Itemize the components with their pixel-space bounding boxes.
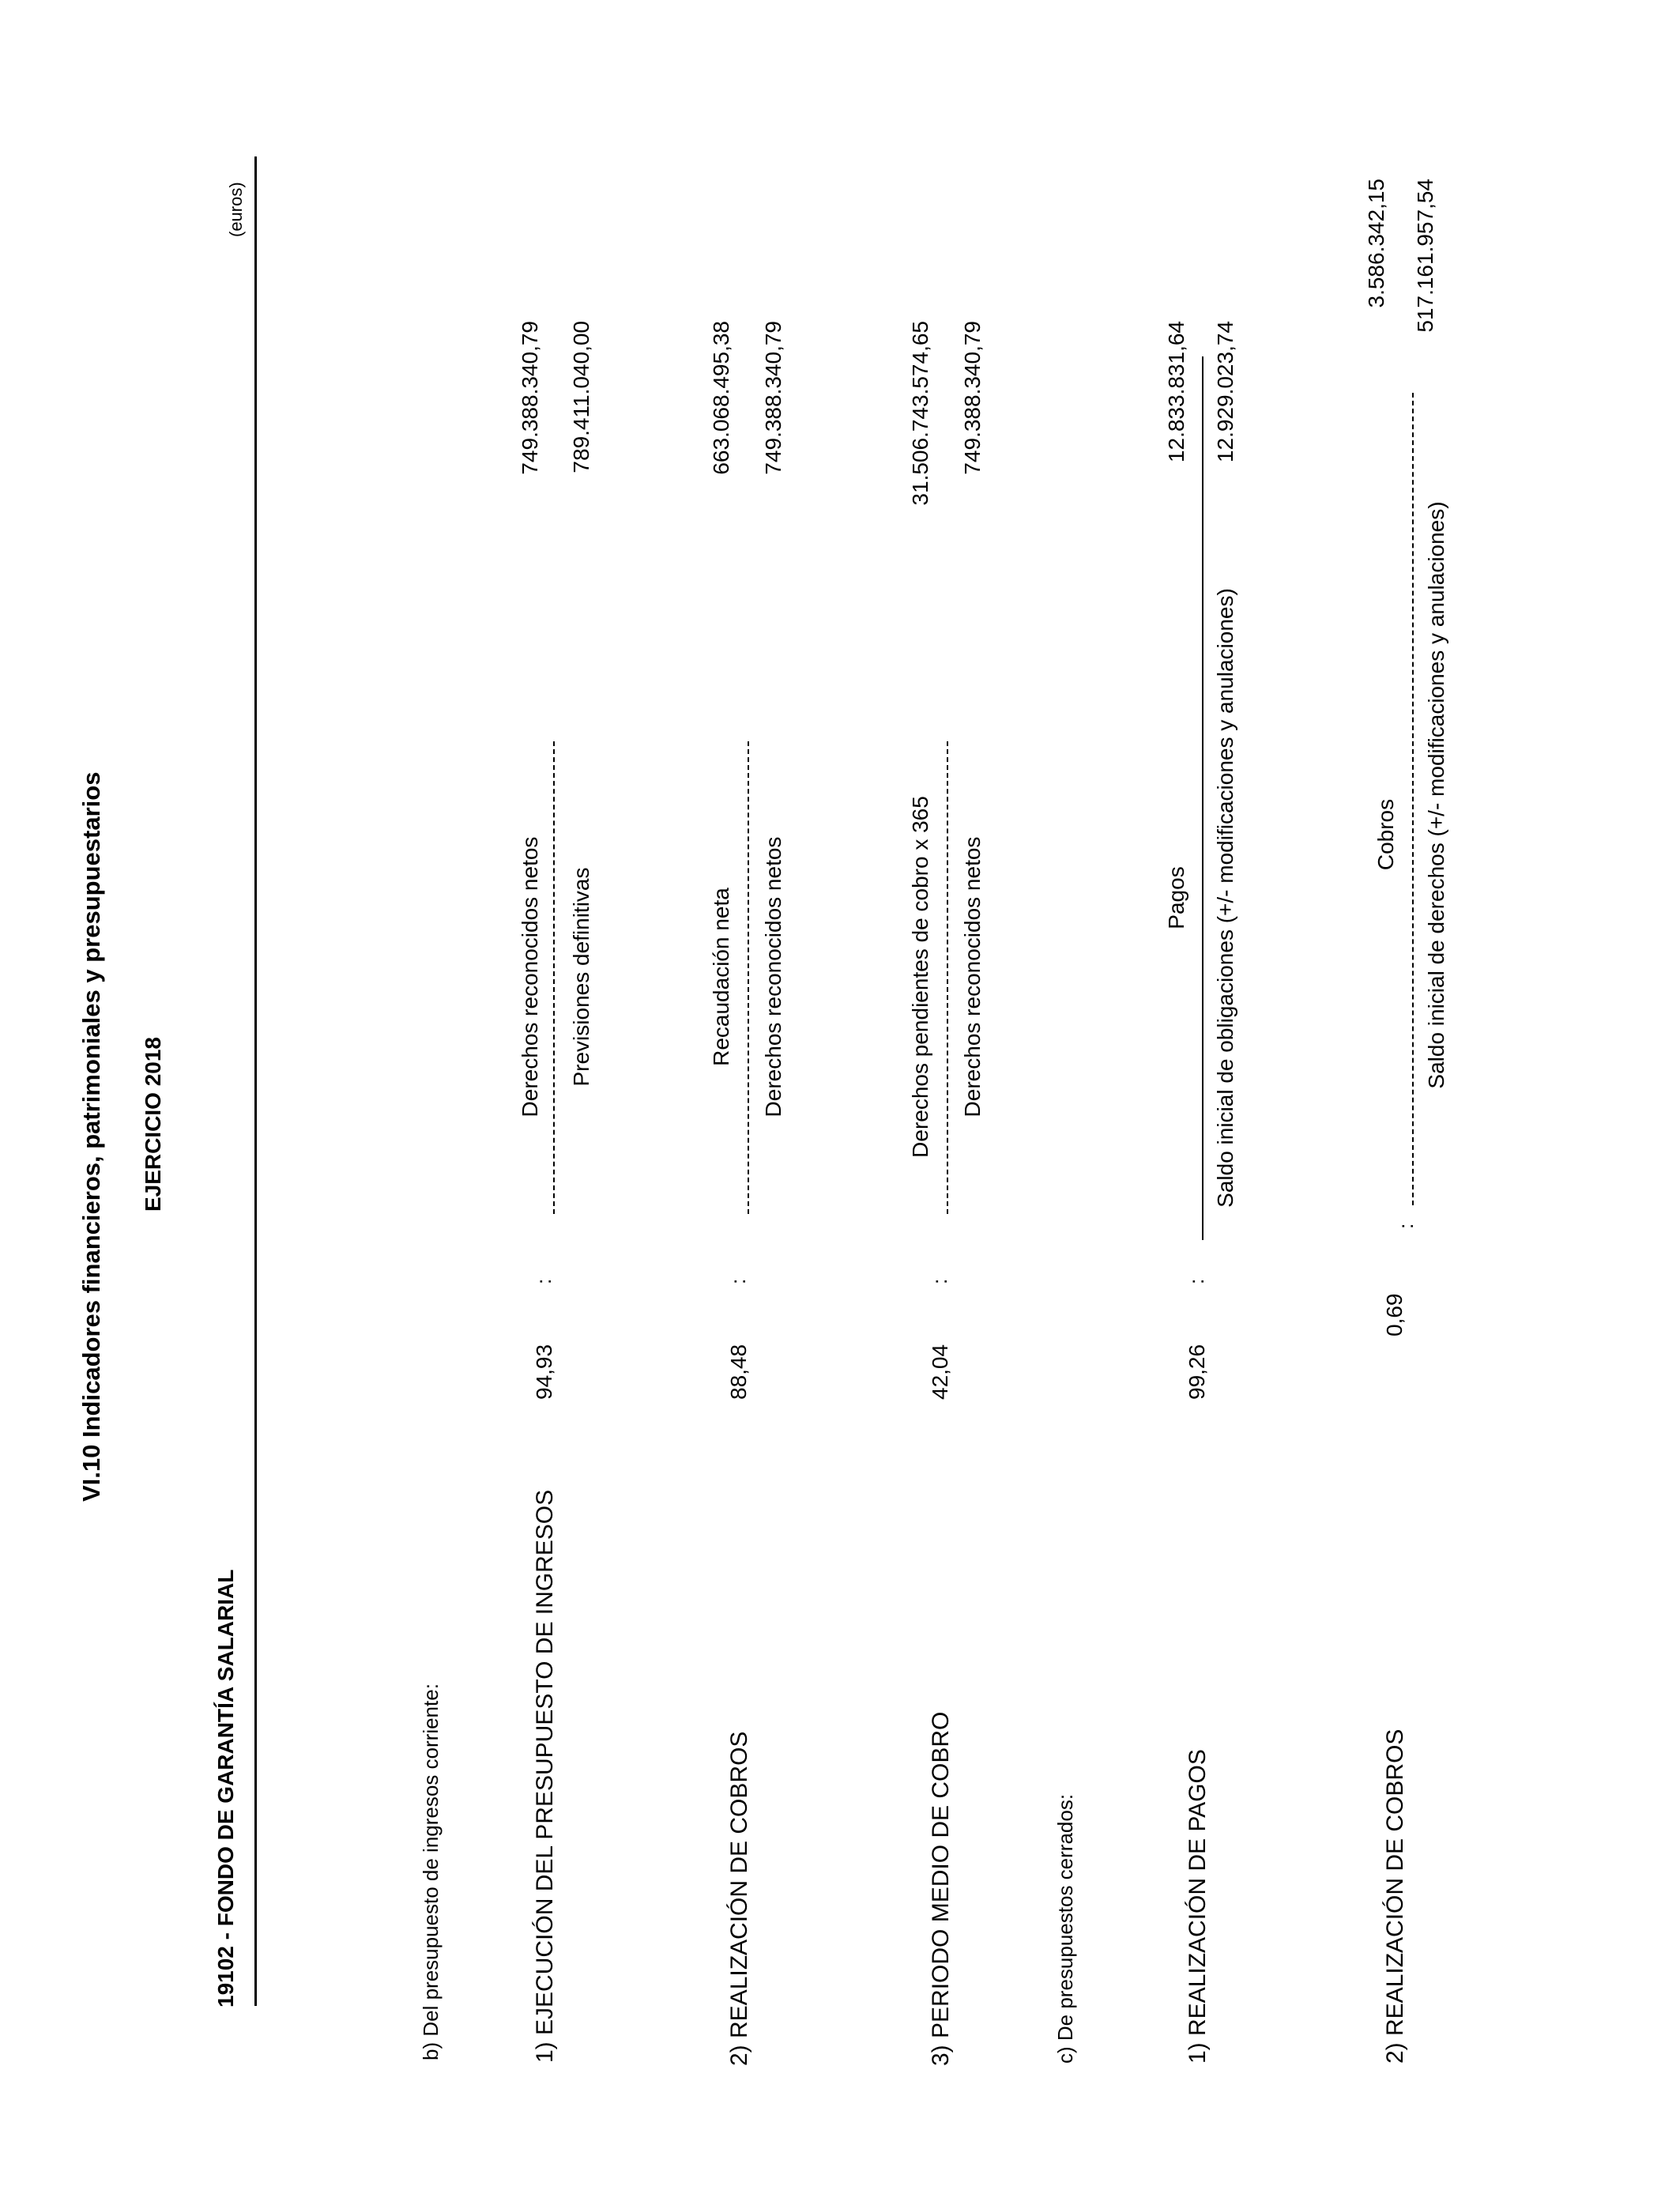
indicator-c2-denominator: Saldo inicial de derechos (+/- modificaciones y anulaciones) [1424, 501, 1448, 1089]
indicator-b2-fraction-line [748, 741, 749, 1214]
indicator-b1-fraction-line [553, 741, 555, 1214]
indicator-c2-fraction-line [1412, 393, 1414, 1205]
indicator-b2-colon: : [726, 1278, 750, 1284]
indicator-c1-colon: : [1185, 1278, 1208, 1284]
header-rule [254, 156, 257, 2006]
indicator-c2-numerator-value: 3.586.342,15 [1364, 179, 1388, 308]
indicator-c2-denominator-value: 517.161.957,54 [1413, 179, 1437, 333]
indicator-c2-label: 2) REALIZACIÓN DE COBROS [1382, 1728, 1408, 2064]
indicator-b2-value: 88,48 [726, 1344, 751, 1400]
section-b-heading: b) Del presupuesto de ingresos corriente: [419, 1683, 443, 2060]
indicator-b3-numerator: Derechos pendientes de cobro x 365 [908, 796, 932, 1158]
entity-name: 19102 - FONDO DE GARANTÍA SALARIAL [213, 1569, 238, 2007]
indicator-b1-label: 1) EJECUCIÓN DEL PRESUPUESTO DE INGRESOS [532, 1489, 558, 2063]
fiscal-year: EJERCICIO 2018 [141, 1037, 165, 1212]
indicator-b3-denominator-value: 749.388.340,79 [960, 321, 985, 475]
indicator-b1-value: 94,93 [532, 1344, 556, 1400]
indicator-b2-numerator: Recaudación neta [709, 888, 733, 1066]
indicator-c2-numerator: Cobros [1373, 798, 1398, 871]
indicator-b3-denominator: Derechos reconocidos netos [960, 836, 985, 1118]
indicator-b3-fraction-line [947, 741, 948, 1214]
indicator-b1-numerator: Derechos reconocidos netos [518, 836, 542, 1118]
indicator-b3-numerator-value: 31.506.743.574,65 [908, 321, 932, 506]
indicator-c1-denominator: Saldo inicial de obligaciones (+/- modificaciones y anulaciones) [1213, 588, 1237, 1208]
indicator-b2-denominator: Derechos reconocidos netos [761, 836, 785, 1118]
indicator-b3-value: 42,04 [928, 1344, 952, 1400]
indicator-b3-label: 3) PERIODO MEDIO DE COBRO [928, 1711, 954, 2066]
indicator-c2-colon: : [1394, 1223, 1418, 1229]
indicator-b2-numerator-value: 663.068.495,38 [709, 321, 733, 475]
indicator-c1-value: 99,26 [1185, 1344, 1209, 1400]
indicator-b1-denominator: Previsiones definitivas [569, 867, 593, 1087]
indicator-c1-fraction-line [1202, 356, 1203, 1240]
indicator-c1-label: 1) REALIZACIÓN DE PAGOS [1185, 1749, 1211, 2064]
units-label: (euros) [226, 182, 246, 237]
indicator-b1-colon: : [532, 1278, 556, 1284]
section-c-heading: c) De presupuestos cerrados: [1053, 1793, 1077, 2064]
indicator-b1-denominator-value: 789.411.040,00 [569, 321, 593, 473]
indicator-b1-numerator-value: 749.388.340,79 [518, 321, 542, 475]
indicator-b2-denominator-value: 749.388.340,79 [761, 321, 785, 475]
indicator-c1-numerator-value: 12.833.831,64 [1164, 321, 1188, 463]
page-title: VI.10 Indicadores financieros, patrimoniales y presupuestarios [77, 771, 105, 1502]
indicator-b3-colon: : [928, 1278, 951, 1284]
indicator-b2-label: 2) REALIZACIÓN DE COBROS [726, 1731, 752, 2066]
indicator-c2-value: 0,69 [1382, 1293, 1407, 1336]
indicator-c1-denominator-value: 12.929.023,74 [1213, 321, 1237, 463]
indicator-c1-numerator: Pagos [1164, 866, 1188, 929]
